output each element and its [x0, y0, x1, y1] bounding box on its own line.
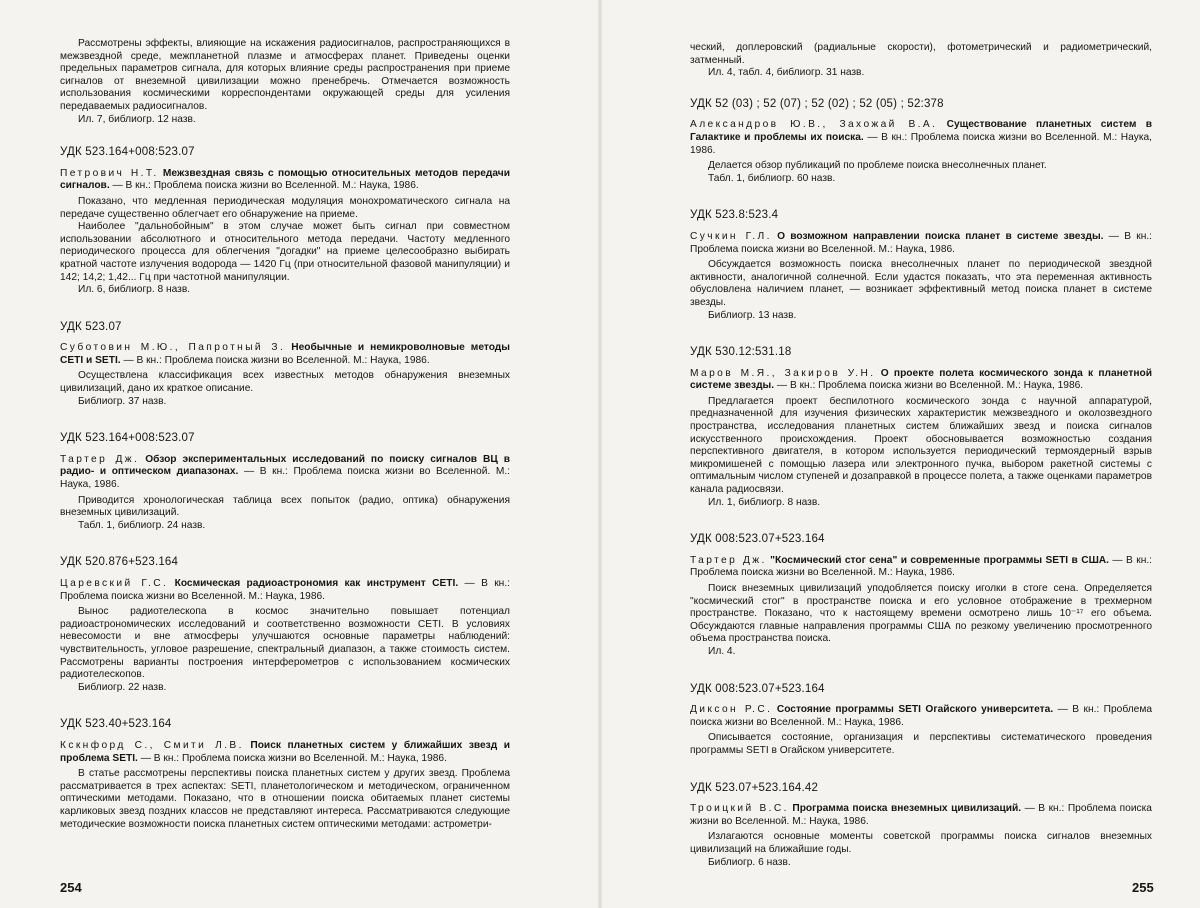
- author: Диксон Р.С.: [690, 704, 773, 716]
- title: Обзор экспериментальных исследований по поиску сигналов ВЦ в радио- и оптическом диапазонах.: [60, 453, 510, 478]
- page-number-left: 254: [60, 880, 82, 895]
- author: Царевский Г.С.: [60, 578, 169, 589]
- entry-subotovich: [60, 321, 510, 409]
- reference: [60, 454, 510, 492]
- title: О проекте полета космического зонда к планетной системе звезды.: [690, 367, 1152, 392]
- udk-code: УДК 523.164+008:523.07: [60, 432, 195, 445]
- entry-petrovich: [60, 146, 510, 297]
- entry-marov: [690, 346, 1152, 509]
- source: — В кн.: Проблема поиска жизни во Вселенной. М.: Наука, 1986.: [112, 180, 419, 192]
- abstract: Приводится хронологическая таблица всех попыток (радио, оптика) обнаружения внеземных цивилизаций.: [60, 494, 510, 519]
- source: — В кн.: Проблема поиска жизни во Вселенной. М.: Наука, 1986.: [140, 752, 447, 764]
- biblio: Табл. 1, библиогр. 24 назв.: [78, 519, 206, 531]
- continuation-text: ческий, доплеровский (радиальные скорости), фотометрический и радиометрический, затменный.: [690, 42, 1152, 66]
- author: Маров М.Я., Закиров У.Н.: [690, 367, 876, 379]
- reference: [690, 555, 1152, 580]
- abstract: Вынос радиотелескопа в космос значительно повышает потенциал радиоастрономических исследований и соответственно возможности CETI. В условиях невесомости и вне атмосферы улучшаются основные параметры наблюдений: чувствительность, угловое разрешение, спектральный диапазон, а также стоимость систем. Рассмотрены варианты построения интерферометров с использованием космических радиотелескопов.: [60, 606, 510, 681]
- reference: [690, 368, 1152, 393]
- author: Тартер Дж.: [60, 453, 140, 465]
- abstract: Поиск внеземных цивилизаций уподобляется поиску иголки в стоге сена. Определяется "космический стог" в пространстве поиска и его условное отображение в трехмерном пространстве. Показано, что к настоящему времени осмотрено лишь 10⁻¹⁷ его объема. Обсуждаются главные направления программы США по резкому увеличению просмотренного объема пространства поиска.: [690, 583, 1152, 645]
- source: — В кн.: Проблема поиска жизни во Вселенной. М.: Наука, 1986.: [776, 380, 1084, 392]
- left-page: [60, 38, 510, 855]
- entry-sknford: [60, 718, 510, 831]
- source: — В кн.: Проблема поиска жизни во Вселенной. М.: Наука, 1986.: [690, 230, 1152, 255]
- entry-tsarevsky: [60, 556, 510, 694]
- biblio: Библиогр. 13 назв.: [708, 309, 797, 321]
- biblio: Ил. 7, библиогр. 12 назв.: [78, 113, 196, 125]
- reference: [690, 119, 1152, 157]
- biblio: Библиогр. 22 назв.: [78, 681, 167, 693]
- udk-code: УДК 530.12:531.18: [690, 346, 792, 359]
- continuation-entry: [690, 42, 1152, 80]
- biblio: Библиогр. 6 назв.: [708, 856, 791, 868]
- abstract: Предлагается проект беспилотного космического зонда с научной аппаратурой, предназначенной для изучения физических характеристик межзвездного и околозвездного пространства, исследования планетных систем ближайших звезд и поиска сигналов искусственного происхождения. Проект обосновывается возможностью создания перспективного двигателя, в котором используется периодический термоядерный взрыв микромишеней с помощью лазера или электронного пучка, выбором ракетной системы с оптимальным числом ступеней и дозаправкой в процессе полета, а также оценками параметров канала радиосвязи.: [690, 395, 1152, 496]
- source: — В кн.: Проблема поиска жизни во Вселенной. М.: Наука, 1986.: [690, 704, 1152, 728]
- abstract: Осуществлена классификация всех известных методов обнаружения внеземных цивилизаций, дано их краткое описание.: [60, 370, 510, 395]
- abstract-continued: Наиболее "дальнобойным" в этом случае может быть сигнал при совместном использовании абсолютного и относительного метода передачи. Частоту медленного периодического процесса для облегчения "догадки" на приеме целесообразно выбирать кратной частоте излучения водорода — 1420 Гц (при относительной фазовой манипуляции) и 142; 14,2; 1,42... Гц при частотной манипуляции.: [60, 221, 510, 283]
- author: Троицкий В.С.: [690, 803, 789, 815]
- title: О возможном направлении поиска планет в системе звезды.: [777, 230, 1104, 242]
- source: — В кн.: Проблема поиска жизни во Вселенной. М.: Наука, 1986.: [690, 803, 1152, 827]
- biblio: Ил. 4, табл. 4, библиогр. 31 назв.: [708, 67, 865, 79]
- abstract: В статье рассмотрены перспективы поиска планетных систем у других звезд. Проблема рассматривается в трех аспектах: SETI, планетологическом и методическом, ограниченном оптическими методами. Показано, что в отношении поиска обитаемых планет системы карликовых звезд поздних классов не представляют интереса. Рассматриваются следующие методические возможности поиска планетных систем оптическими методами: астрометри-: [60, 768, 510, 830]
- entry-suchkin: [690, 209, 1152, 322]
- source: — В кн.: Проблема поиска жизни во Вселенной. М.: Наука, 1986.: [60, 466, 510, 491]
- biblio: Табл. 1, библиогр. 60 назв.: [708, 172, 836, 184]
- udk-code: УДК 520.876+523.164: [60, 556, 179, 569]
- biblio: Ил. 6, библиогр. 8 назв.: [78, 284, 191, 296]
- udk-code: УДК 523.40+523.164: [60, 718, 172, 731]
- udk-code: УДК 523.8:523.4: [690, 209, 779, 222]
- reference: [60, 578, 510, 603]
- abstract: Рассмотрены эффекты, влияющие на искажения радиосигналов, распространяющихся в межзвездной среде, межпланетной плазме и атмосферах планет. Приведены оценки предельных параметров сигнала, для которых влияние среды распространения при приеме сигналов от внеземной цивилизации можно пренебречь. Отмечается возможность использования космическими корреспондентами окружающей среды для усиления передаваемых радиосигналов.: [60, 38, 510, 112]
- source: — В кн.: Проблема поиска жизни во Вселенной. М.: Наука, 1986.: [690, 554, 1152, 579]
- udk-code: УДК 52 (03) ; 52 (07) ; 52 (02) ; 52 (05) ; 52:378: [690, 97, 944, 110]
- book-gutter: [598, 0, 602, 908]
- abstract: Описывается состояние, организация и перспективы систематического проведения программы SETI в Огайском университете.: [690, 732, 1152, 756]
- title: Межзвездная связь с помощью относительных методов передачи сигналов.: [60, 167, 510, 192]
- abstract: Обсуждается возможность поиска внесолнечных планет по периодической звездной активности, аналогичной солнечной. Если удастся показать, что эта переменная активность обусловлена наличием планет, — возникает эффективный метод поиска планет в системе звезды.: [690, 259, 1152, 308]
- author: Тартер Дж.: [690, 554, 767, 566]
- biblio: Ил. 4.: [708, 645, 736, 657]
- entry-tarter-2: [690, 533, 1152, 658]
- biblio: Ил. 1, библиогр. 8 назв.: [708, 496, 821, 508]
- entry-aleksandrov: [690, 98, 1152, 186]
- source: — В кн.: Проблема поиска жизни во Вселенной. М.: Наука, 1986.: [60, 578, 510, 602]
- author: Сучкин Г.Л.: [690, 230, 772, 242]
- abstract: Делается обзор публикаций по проблеме поиска внесолнечных планет.: [708, 160, 1047, 172]
- title: "Космический стог сена" и современные программы SETI в США.: [770, 554, 1109, 566]
- title: Программа поиска внеземных цивилизаций.: [792, 803, 1022, 815]
- right-page: [690, 42, 1152, 893]
- reference: [690, 231, 1152, 256]
- author: Александров Ю.В., Захожай В.А.: [690, 119, 938, 131]
- source: — В кн.: Проблема поиска жизни во Вселенной. М.: Наука, 1986.: [123, 354, 430, 366]
- udk-code: УДК 008:523.07+523.164: [690, 533, 825, 546]
- page-number-right: 255: [1132, 880, 1154, 895]
- entry-dikson: [690, 683, 1152, 758]
- author: Кскнфорд С., Смити Л.В.: [60, 739, 244, 751]
- entry-troitsky: [690, 782, 1152, 870]
- biblio: Библиогр. 37 назв.: [78, 395, 167, 407]
- title: Поиск планетных систем у ближайших звезд и проблема SETI.: [60, 739, 510, 764]
- reference: [60, 168, 510, 193]
- title: Космическая радиоастрономия как инструмент CETI.: [174, 578, 459, 589]
- intro-entry: [60, 38, 510, 126]
- title: Состояние программы SETI Огайского университета.: [776, 704, 1054, 716]
- abstract: Излагаются основные моменты советской программы поиска сигналов внеземных цивилизаций на ближайшие годы.: [690, 831, 1152, 855]
- title: Существование планетных систем в Галактике и проблемы их поиска.: [690, 119, 1152, 143]
- reference: [690, 704, 1152, 729]
- udk-code: УДК 008:523.07+523.164: [690, 682, 825, 695]
- udk-code: УДК 523.07: [60, 320, 122, 333]
- reference: [690, 803, 1152, 828]
- source: — В кн.: Проблема поиска жизни во Вселенной. М.: Наука, 1986.: [690, 131, 1152, 156]
- author: Петрович Н.Т.: [60, 167, 159, 179]
- title: Необычные и немикроволновые методы CETI и SETI.: [60, 342, 510, 366]
- udk-code: УДК 523.164+008:523.07: [60, 146, 195, 159]
- udk-code: УДК 523.07+523.164.42: [690, 781, 819, 794]
- author: Суботовин М.Ю., Папротный З.: [60, 342, 286, 354]
- abstract: Показано, что медленная периодическая модуляция монохроматического сигнала на передаче существенно облегчает его обнаружение на приеме.: [60, 195, 510, 220]
- reference: [60, 740, 510, 765]
- reference: [60, 342, 510, 367]
- entry-tarter-1: [60, 432, 510, 532]
